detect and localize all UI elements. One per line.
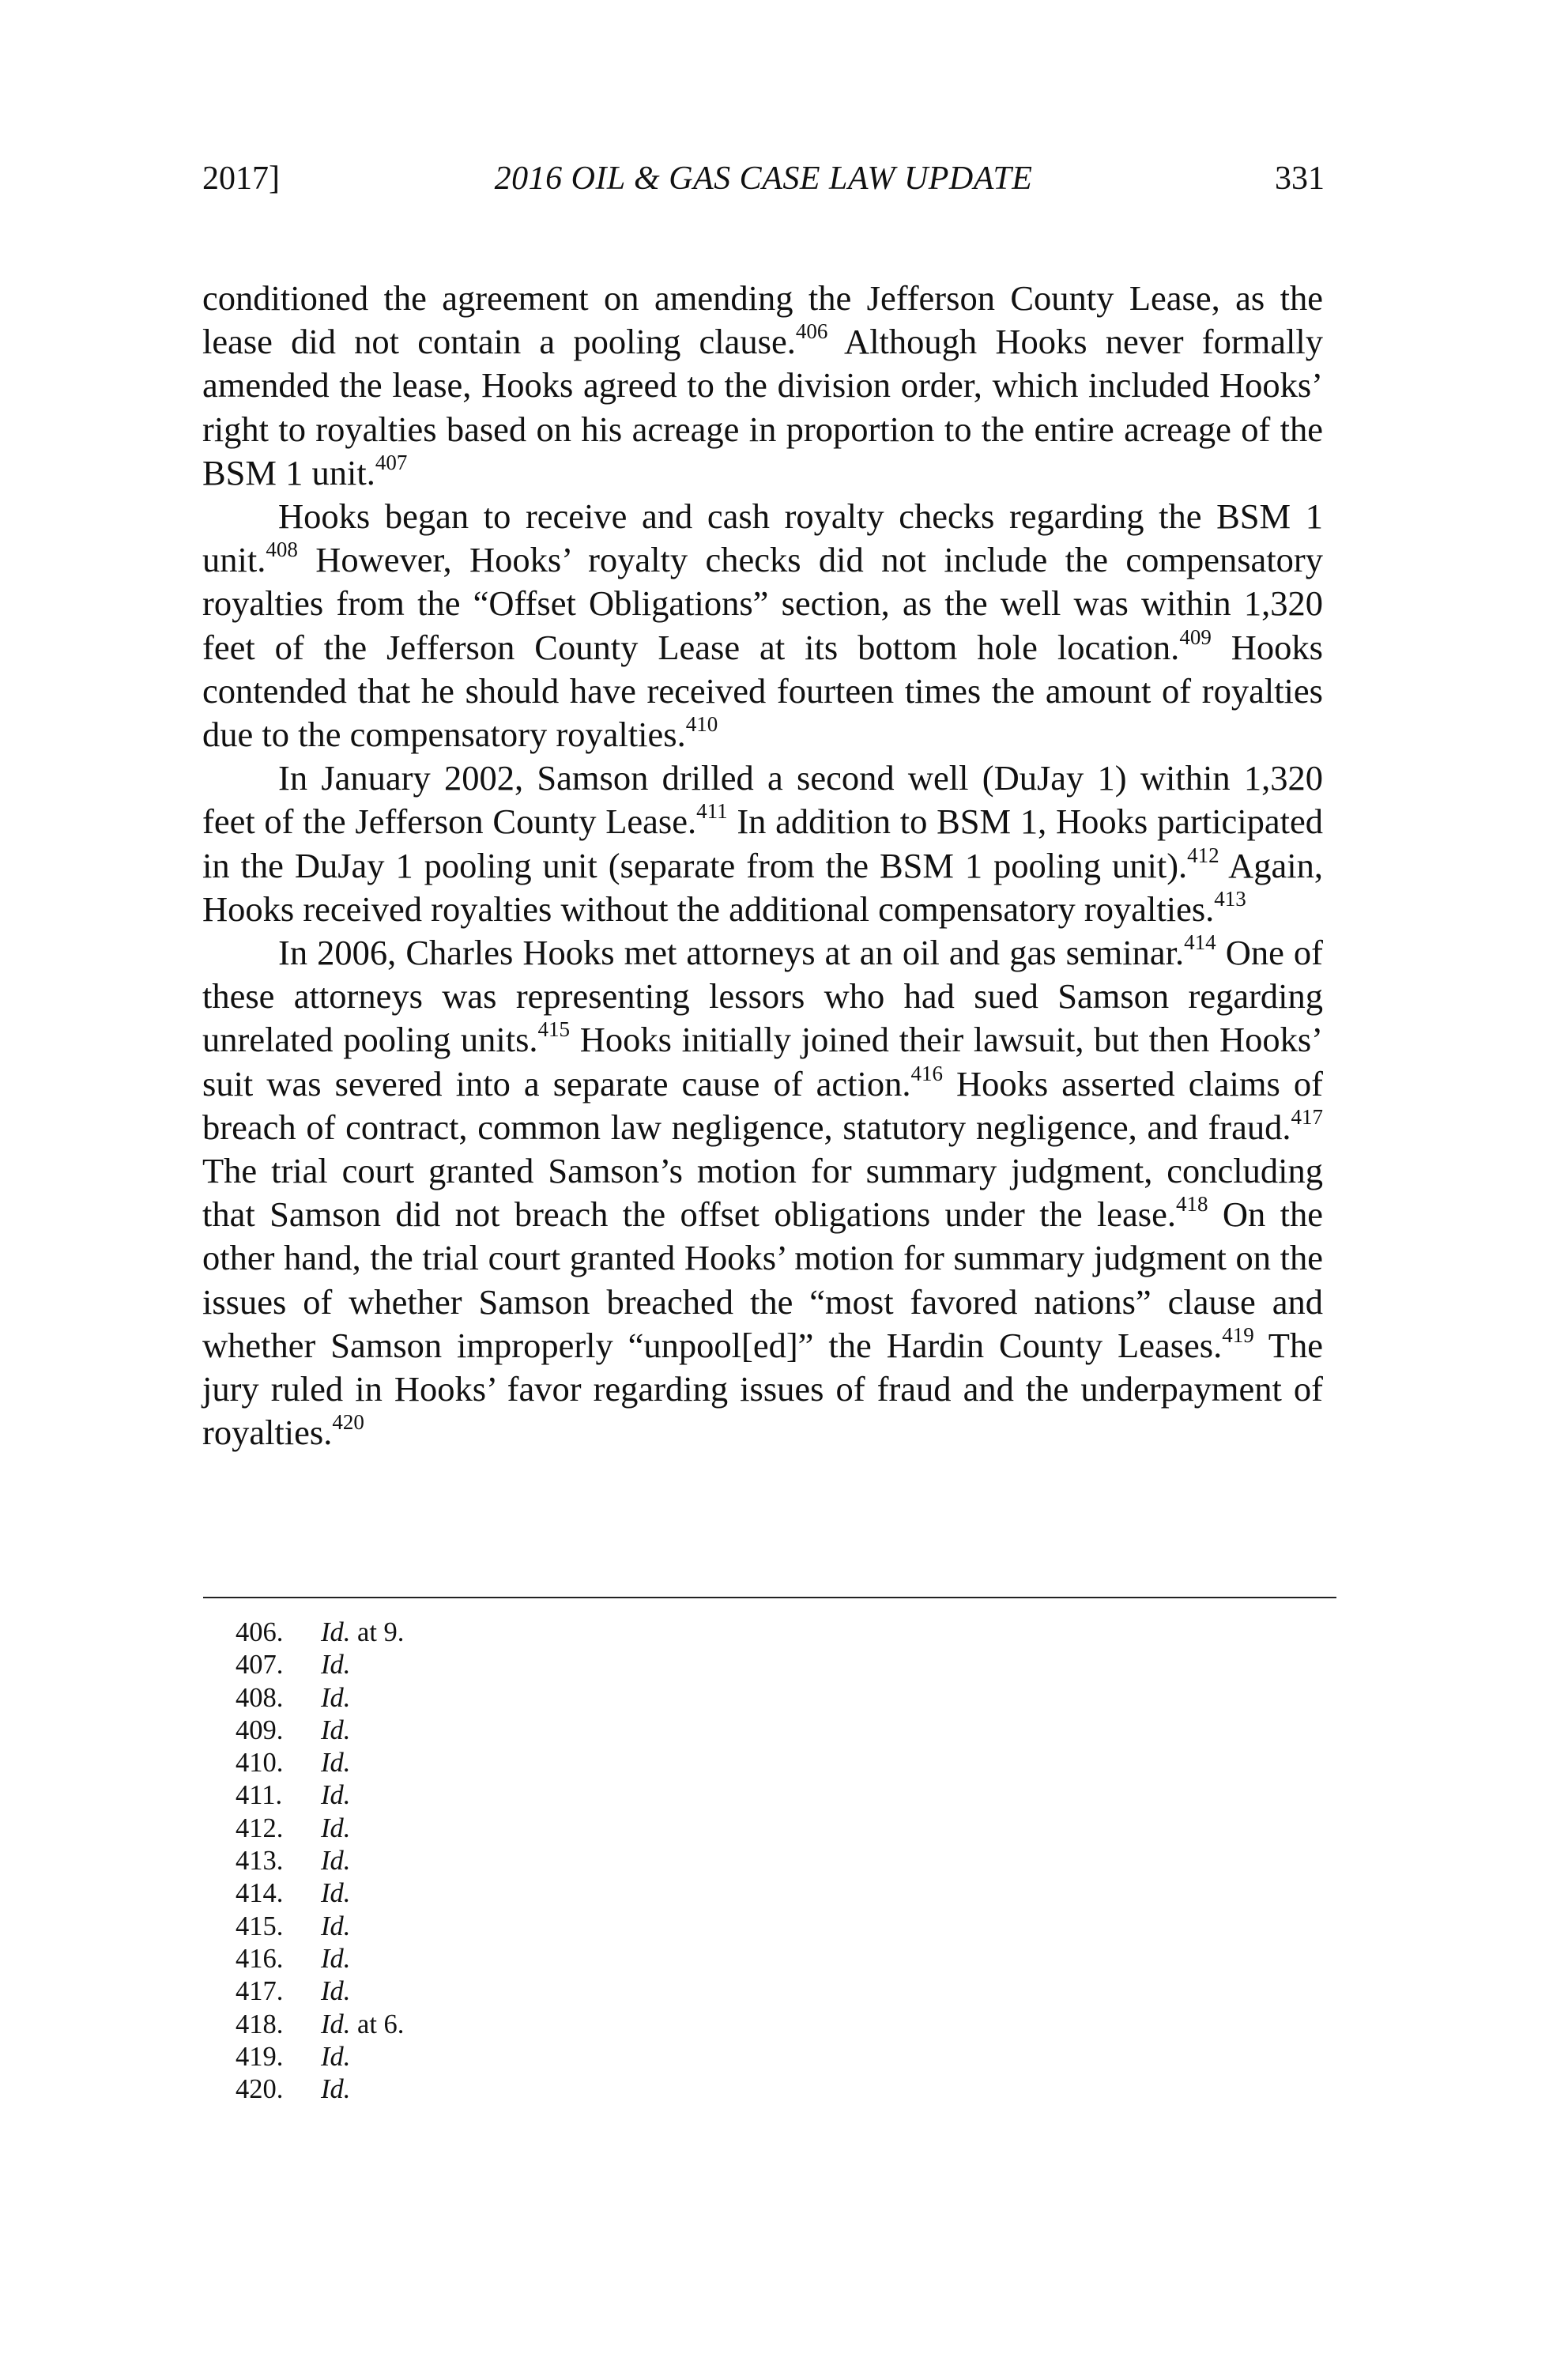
footnote-cite: Id. [321,1682,351,1713]
footnote-item [236,1747,868,1779]
footnote-ref: 410 [685,712,718,737]
body-paragraph [202,495,1323,756]
footnote-item [236,1845,868,1877]
footnote-cite: Id. [321,1780,351,1811]
footnote-number: 416. [236,1943,284,1974]
footnote-item [236,2041,868,2073]
footnote-ref: 406 [795,319,828,344]
footnote-cite: Id. [321,2009,351,2039]
footnote-number: 415. [236,1911,284,1941]
footnote-item [236,1779,868,1812]
footnotes [236,1616,868,2106]
footnote-ref: 409 [1179,624,1212,649]
running-head-title: 2016 OIL & GAS CASE LAW UPDATE [494,160,1033,197]
footnote-cite: Id. [321,1846,351,1877]
running-head [202,155,1325,202]
footnote-ref: 412 [1187,843,1219,867]
page-number: 331 [1275,160,1325,197]
footnote-ref: 414 [1184,930,1216,955]
footnote-cite: Id. [321,1715,351,1745]
footnote-divider [203,1597,1336,1598]
body-paragraph [202,277,1323,495]
body-text-run: The trial court granted Samson’s motion for summary judgment, concluding that Samson did not breach the offset obligations under the lease. [202,1151,1323,1235]
footnote-item [236,1616,868,1649]
body-text-run: In addition to BSM 1, Hooks participated in the DuJay 1 pooling unit (separate from the BSM 1 pooling unit). [202,802,1323,885]
footnote-number: 418. [236,2009,284,2039]
footnote-cite: Id. [321,1617,351,1647]
footnote-number: 413. [236,1846,284,1877]
footnote-pinpoint: at 6. [350,2009,405,2039]
footnote-ref: 407 [375,450,408,474]
footnote-number: 412. [236,1813,284,1843]
body-text-run: Hooks asserted claims of breach of contract, common law negligence, statutory negligence, and fraud. [202,1063,1323,1147]
footnote-cite: Id. [321,1976,351,2007]
footnote-item [236,1877,868,1910]
body-text-run: conditioned the agreement on amending the Jefferson County Lease, as the lease did not contain a pooling clause. [202,278,1323,362]
body-text-run: Although Hooks never formally amended the lease, Hooks agreed to the division order, which included Hooks’ right to royalties based on his acreage in proportion to the entire acreage of the BSM 1 unit. [202,322,1323,492]
body-text-run: In 2006, Charles Hooks met attorneys at an oil and gas seminar. [278,933,1185,973]
footnote-number: 419. [236,2041,284,2072]
body-text-run: In January 2002, Samson drilled a second well (DuJay 1) within 1,320 feet of the Jefferson County Lease. [202,758,1323,842]
body-text-run: Hooks initially joined their lawsuit, but then Hooks’ suit was severed into a separate cause of action. [202,1020,1323,1103]
footnote-cite: Id. [321,1911,351,1941]
body-text-run: The jury ruled in Hooks’ favor regarding issues of fraud and the underpayment of royalties. [202,1325,1323,1453]
body-text-run: However, Hooks’ royalty checks did not include the compensatory royalties from the “Offset Obligations” section, as the well was within 1,320 feet of the Jefferson County Lease at its bottom hole location. [202,540,1323,667]
body-text-run: Hooks contended that he should have received fourteen times the amount of royalties due to the compensatory royalties. [202,627,1323,755]
footnote-number: 417. [236,1976,284,2007]
footnote-item [236,1911,868,1943]
footnote-ref: 418 [1176,1192,1208,1217]
footnote-item [236,1649,868,1681]
running-head-year: 2017] [202,160,280,197]
body-text-run: One of these attorneys was representing lessors who had sued Samson regarding unrelated pooling units. [202,933,1324,1060]
footnote-number: 409. [236,1715,284,1745]
footnote-pinpoint: at 9. [350,1617,405,1647]
footnote-cite: Id. [321,1943,351,1974]
body-text-run: Hooks began to receive and cash royalty checks regarding the BSM 1 unit. [202,496,1323,580]
footnote-item [236,1715,868,1747]
footnote-cite: Id. [321,1748,351,1779]
footnote-ref: 411 [696,799,728,824]
footnote-number: 411. [236,1780,283,1811]
body-text-run: Again, Hooks received royalties without the additional compensatory royalties. [202,845,1323,929]
footnote-ref: 408 [266,538,298,562]
footnote-number: 407. [236,1650,284,1681]
footnote-item [236,1813,868,1845]
footnote-ref: 420 [332,1410,364,1435]
footnote-ref: 415 [537,1017,571,1042]
footnote-cite: Id. [321,1813,351,1843]
footnote-cite: Id. [321,2074,351,2105]
body-paragraph [202,756,1323,931]
footnote-cite: Id. [321,2041,351,2072]
footnote-number: 408. [236,1682,284,1713]
body-text-run: On the other hand, the trial court granted Hooks’ motion for summary judgment on the issues of whether Samson breached the “most favored nations” clause and whether Samson improperly “unpool[ed]” the Hardin County Leases. [202,1194,1323,1365]
footnote-number: 410. [236,1748,284,1779]
footnote-ref: 417 [1291,1104,1323,1129]
footnote-number: 414. [236,1878,284,1909]
body-text [202,277,1323,1454]
footnote-item [236,2073,868,2106]
footnote-item [236,1682,868,1715]
footnote-cite: Id. [321,1650,351,1681]
footnote-item [236,2009,868,2041]
footnote-item [236,1943,868,1975]
footnote-number: 420. [236,2074,284,2105]
footnote-number: 406. [236,1617,284,1647]
footnote-ref: 416 [910,1061,943,1085]
footnote-ref: 419 [1222,1322,1254,1347]
footnote-item [236,1975,868,2008]
body-paragraph [202,931,1323,1454]
footnote-ref: 413 [1214,886,1246,911]
footnote-cite: Id. [321,1878,351,1909]
